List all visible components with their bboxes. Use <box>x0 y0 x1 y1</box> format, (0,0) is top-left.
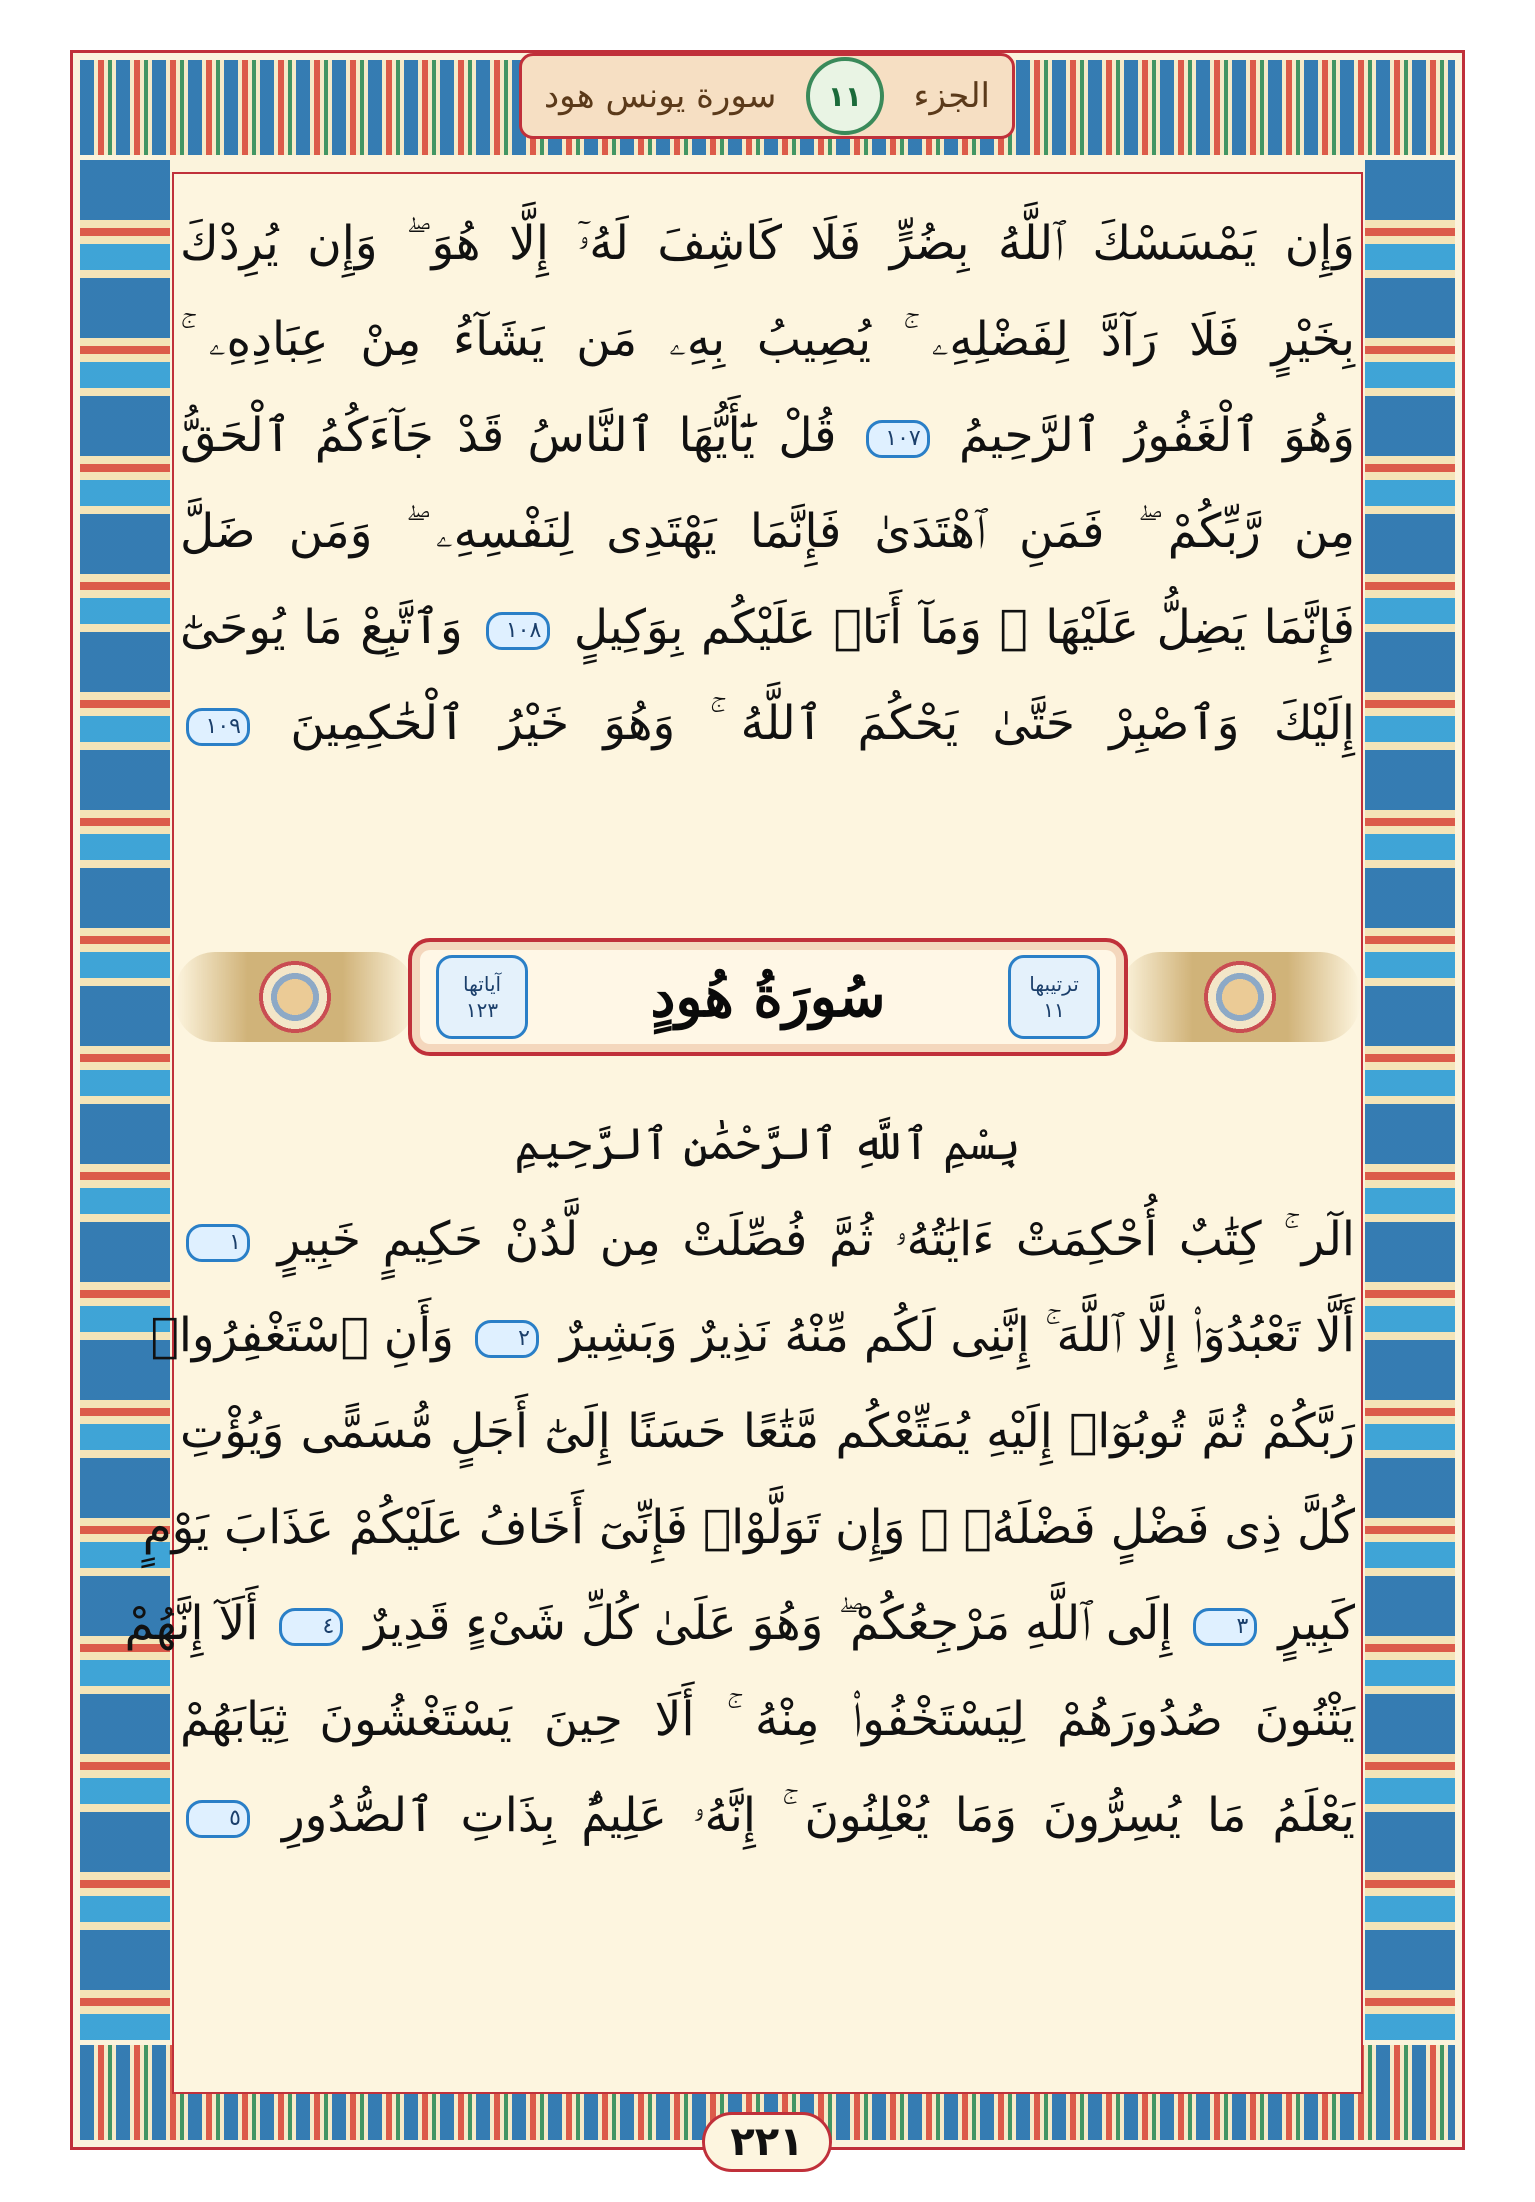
ayah-number-marker: ٢ <box>475 1320 539 1358</box>
verse-text: كُلَّ ذِى فَضْلٍ فَضْلَهُۥ ۖ وَإِن تَوَلَّوْا۟ فَإِنِّىٓ أَخَافُ عَلَيْكُمْ عَذَابَ يَوْمٍ <box>142 1500 1355 1555</box>
ayah-number-marker: ٣ <box>1193 1608 1257 1646</box>
verse-text: الٓر ۚ كِتَٰبٌ أُحْكِمَتْ ءَايَٰتُهُۥ ثُمَّ فُصِّلَتْ مِن لَّدُنْ حَكِيمٍ خَبِيرٍ <box>277 1212 1355 1267</box>
surah-title: سُورَةُ هُودٍ <box>650 964 886 1030</box>
verse-text: إِلَيْكَ وَٱصْبِرْ حَتَّىٰ يَحْكُمَ ٱللَّهُ ۚ وَهُوَ خَيْرُ ٱلْحَٰكِمِينَ <box>290 696 1355 751</box>
surah-names: سورة يونس هود <box>544 76 777 116</box>
surah-order-badge <box>1008 955 1100 1039</box>
verse-text: أَلَّا تَعْبُدُوٓا۟ إِلَّا ٱللَّهَ ۚ إِنَّنِى لَكُم مِّنْهُ نَذِيرٌ وَبَشِيرٌ <box>559 1308 1355 1363</box>
surah-order-value: ١١ <box>1043 998 1065 1022</box>
verse-text: يَعْلَمُ مَا يُسِرُّونَ وَمَا يُعْلِنُونَ ۚ إِنَّهُۥ عَلِيمٌۢ بِذَاتِ ٱلصُّدُورِ <box>281 1788 1355 1843</box>
ornament-right <box>1120 952 1360 1042</box>
juz-label: الجزء <box>913 76 990 116</box>
verse-text: إِلَى ٱللَّهِ مَرْجِعُكُمْ ۖ وَهُوَ عَلَىٰ كُلِّ شَىْءٍ قَدِيرٌ <box>364 1596 1173 1651</box>
text-line <box>180 580 1355 676</box>
text-line <box>124 1576 1355 1672</box>
surah-header-band <box>180 916 1355 1076</box>
surah-ayat-badge <box>436 955 528 1039</box>
ayah-number-marker: ١٠٩ <box>186 708 250 746</box>
ayah-number-marker: ٥ <box>186 1800 250 1838</box>
verse-text: مِن رَّبِّكُمْ ۖ فَمَنِ ٱهْتَدَىٰ فَإِنَّمَا يَهْتَدِى لِنَفْسِهِۦ ۖ وَمَن ضَلَّ <box>180 504 1355 559</box>
verse-text: أَلَآ إِنَّهُمْ <box>124 1596 259 1651</box>
hud-text <box>124 1192 1355 2072</box>
ayah-number-marker: ١ <box>186 1224 250 1262</box>
verse-text: فَإِنَّمَا يَضِلُّ عَلَيْهَا ۖ وَمَآ أَنَا۠ عَلَيْكُم بِوَكِيلٍ <box>573 600 1355 655</box>
ornament-left <box>175 952 415 1042</box>
verse-text: رَبَّكُمْ ثُمَّ تُوبُوٓا۟ إِلَيْهِ يُمَتِّعْكُم مَّتَٰعًا حَسَنًا إِلَىٰٓ أَجَلٍ مُّسَمًّى وَيُؤْتِ <box>180 1404 1355 1459</box>
yunus-text <box>180 196 1355 916</box>
verse-text: وَهُوَ ٱلْغَفُورُ ٱلرَّحِيمُ <box>959 408 1355 463</box>
verse-text: وَإِن يَمْسَسْكَ ٱللَّهُ بِضُرٍّ فَلَا كَاشِفَ لَهُۥٓ إِلَّا هُوَ ۖ وَإِن يُرِدْكَ <box>180 216 1355 271</box>
text-line <box>142 1480 1355 1576</box>
page-number: ٢٢١ <box>702 2112 832 2172</box>
page-header <box>519 53 1015 139</box>
text-line <box>180 1672 1355 1768</box>
text-line <box>180 484 1355 580</box>
text-line <box>180 388 1355 484</box>
juz-number-badge: ١١ <box>806 57 884 135</box>
verse-text: يَثْنُونَ صُدُورَهُمْ لِيَسْتَخْفُوا۟ مِنْهُ ۚ أَلَا حِينَ يَسْتَغْشُونَ ثِيَابَهُمْ <box>180 1692 1355 1747</box>
ayah-number-marker: ١٠٧ <box>866 420 930 458</box>
basmala: بِسْمِ ٱللَّهِ ٱلرَّحْمَٰنِ ٱلرَّحِيمِ <box>514 1119 1021 1170</box>
frame-border-left <box>80 160 170 2040</box>
frame-border-right <box>1365 160 1455 2040</box>
text-line <box>180 676 1355 772</box>
verse-text: بِخَيْرٍ فَلَا رَآدَّ لِفَضْلِهِۦ ۚ يُصِيبُ بِهِۦ مَن يَشَآءُ مِنْ عِبَادِهِۦ ۚ <box>180 312 1355 367</box>
surah-ayat-value: ١٢٣ <box>465 998 499 1022</box>
ayah-number-marker: ١٠٨ <box>486 612 550 650</box>
verse-text: كَبِيرٍ <box>1278 1596 1355 1651</box>
surah-order-label: ترتيبها <box>1029 972 1079 996</box>
text-line <box>180 1192 1355 1288</box>
text-line <box>180 1768 1355 1864</box>
verse-text: وَأَنِ ٱسْتَغْفِرُوا۟ <box>150 1308 454 1363</box>
surah-title-box <box>408 938 1128 1056</box>
ayah-number-marker: ٤ <box>279 1608 343 1646</box>
text-line <box>150 1288 1355 1384</box>
text-line <box>180 1384 1355 1480</box>
verse-text: قُلْ يَٰٓأَيُّهَا ٱلنَّاسُ قَدْ جَآءَكُمُ ٱلْحَقُّ <box>180 408 837 463</box>
surah-ayat-label: آياتها <box>462 972 502 996</box>
verse-text: وَٱتَّبِعْ مَا يُوحَىٰٓ <box>180 600 463 655</box>
text-line <box>180 292 1355 388</box>
text-line <box>180 196 1355 292</box>
